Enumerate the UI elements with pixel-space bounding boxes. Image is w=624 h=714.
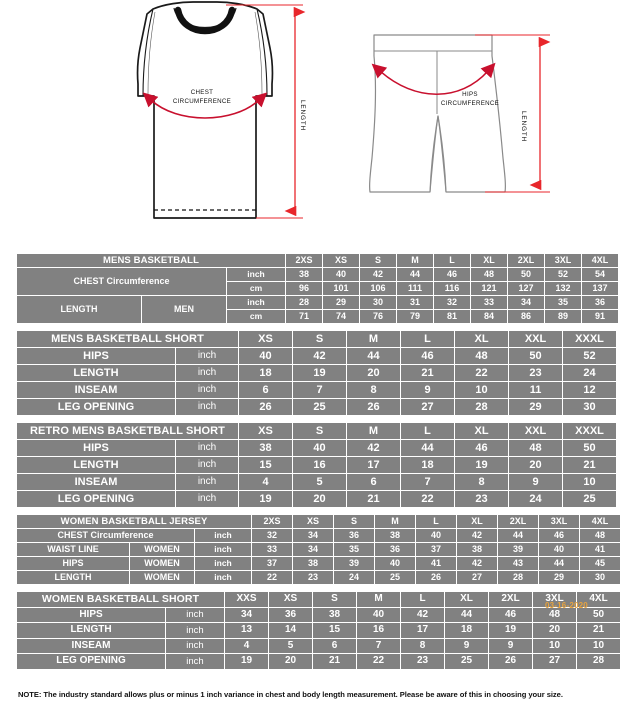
value-cell: 5 bbox=[293, 474, 346, 490]
size-header: M bbox=[357, 592, 400, 607]
value-cell: 23 bbox=[455, 491, 508, 507]
value-cell: 42 bbox=[457, 557, 497, 570]
value-cell: 23 bbox=[401, 654, 444, 669]
value-cell: 15 bbox=[239, 457, 292, 473]
value-cell: 137 bbox=[582, 282, 618, 295]
value-cell: 111 bbox=[397, 282, 433, 295]
value-cell: 52 bbox=[563, 348, 616, 364]
value-cell: 48 bbox=[580, 529, 620, 542]
value-cell: 15 bbox=[313, 623, 356, 638]
value-cell: 48 bbox=[455, 348, 508, 364]
value-cell: 28 bbox=[286, 296, 322, 309]
table-row bbox=[17, 543, 620, 556]
shorts-length-label: LENGTH bbox=[520, 111, 527, 143]
value-cell: 81 bbox=[434, 310, 470, 323]
value-cell: 44 bbox=[498, 529, 538, 542]
value-cell: 37 bbox=[252, 557, 292, 570]
value-cell: 13 bbox=[225, 623, 268, 638]
row-label: HIPS bbox=[17, 348, 175, 364]
value-cell: 38 bbox=[286, 268, 322, 281]
row-sublabel: WOMEN bbox=[130, 557, 194, 570]
value-cell: 9 bbox=[509, 474, 562, 490]
value-cell: 36 bbox=[375, 543, 415, 556]
value-cell: 74 bbox=[323, 310, 359, 323]
row-label: HIPS bbox=[17, 608, 165, 623]
value-cell: 6 bbox=[347, 474, 400, 490]
unit-cell: inch bbox=[227, 296, 285, 309]
value-cell: 91 bbox=[582, 310, 618, 323]
row-sublabel: WOMEN bbox=[130, 571, 194, 584]
unit-cell: inch bbox=[176, 365, 238, 381]
value-cell: 35 bbox=[545, 296, 581, 309]
size-header: 4XL bbox=[580, 515, 620, 528]
size-header: L bbox=[401, 423, 454, 439]
value-cell: 27 bbox=[457, 571, 497, 584]
value-cell: 84 bbox=[471, 310, 507, 323]
size-header: M bbox=[375, 515, 415, 528]
value-cell: 19 bbox=[225, 654, 268, 669]
value-cell: 29 bbox=[509, 399, 562, 415]
value-cell: 40 bbox=[323, 268, 359, 281]
value-cell: 29 bbox=[323, 296, 359, 309]
value-cell: 34 bbox=[508, 296, 544, 309]
size-header: XS bbox=[323, 254, 359, 267]
value-cell: 7 bbox=[357, 639, 400, 654]
value-cell: 18 bbox=[239, 365, 292, 381]
table-row bbox=[17, 571, 620, 584]
size-header: XL bbox=[471, 254, 507, 267]
size-header: 4XL bbox=[577, 592, 620, 607]
table-title: WOMEN BASKETBALL SHORT bbox=[17, 592, 224, 607]
value-cell: 21 bbox=[563, 457, 616, 473]
value-cell: 34 bbox=[225, 608, 268, 623]
table-mens-basketball-short bbox=[16, 330, 617, 416]
value-cell: 38 bbox=[457, 543, 497, 556]
value-cell: 6 bbox=[313, 639, 356, 654]
value-cell: 28 bbox=[498, 571, 538, 584]
table-row bbox=[17, 474, 616, 490]
value-cell: 20 bbox=[293, 491, 346, 507]
value-cell: 29 bbox=[539, 571, 579, 584]
unit-cell: inch bbox=[176, 491, 238, 507]
size-header: M bbox=[347, 331, 400, 347]
table-mens-basketball bbox=[16, 253, 619, 324]
size-chart-tables bbox=[16, 253, 610, 676]
unit-cell: inch bbox=[166, 623, 224, 638]
value-cell: 41 bbox=[416, 557, 456, 570]
unit-cell: inch bbox=[176, 348, 238, 364]
value-cell: 40 bbox=[539, 543, 579, 556]
value-cell: 42 bbox=[293, 348, 346, 364]
row-label: LENGTH bbox=[17, 365, 175, 381]
value-cell: 28 bbox=[455, 399, 508, 415]
value-cell: 46 bbox=[401, 348, 454, 364]
size-header: 2XS bbox=[252, 515, 292, 528]
table-women-basketball-short bbox=[16, 591, 621, 670]
table-row bbox=[17, 440, 616, 456]
value-cell: 44 bbox=[445, 608, 488, 623]
value-cell: 40 bbox=[239, 348, 292, 364]
value-cell: 24 bbox=[563, 365, 616, 381]
value-cell: 16 bbox=[357, 623, 400, 638]
table-row bbox=[17, 268, 618, 281]
size-header: XXL bbox=[509, 331, 562, 347]
row-label: LEG OPENING bbox=[17, 654, 165, 669]
size-header: XS bbox=[269, 592, 312, 607]
unit-cell: inch bbox=[176, 474, 238, 490]
value-cell: 4 bbox=[225, 639, 268, 654]
value-cell: 42 bbox=[401, 608, 444, 623]
value-cell: 34 bbox=[293, 529, 333, 542]
value-cell: 79 bbox=[397, 310, 433, 323]
value-cell: 9 bbox=[445, 639, 488, 654]
value-cell: 40 bbox=[375, 557, 415, 570]
table-row bbox=[17, 529, 620, 542]
value-cell: 25 bbox=[293, 399, 346, 415]
value-cell: 36 bbox=[269, 608, 312, 623]
value-cell: 28 bbox=[577, 654, 620, 669]
table-title: RETRO MENS BASKETBALL SHORT bbox=[17, 423, 238, 439]
shorts-illustration bbox=[360, 18, 610, 233]
value-cell: 22 bbox=[455, 365, 508, 381]
table-header-row bbox=[17, 592, 620, 607]
row-label: INSEAM bbox=[17, 382, 175, 398]
size-header: L bbox=[416, 515, 456, 528]
value-cell: 54 bbox=[582, 268, 618, 281]
value-cell: 33 bbox=[471, 296, 507, 309]
size-header: XS bbox=[293, 515, 333, 528]
value-cell: 21 bbox=[401, 365, 454, 381]
value-cell: 18 bbox=[445, 623, 488, 638]
row-label: LENGTH bbox=[17, 457, 175, 473]
size-header: 3XL bbox=[545, 254, 581, 267]
value-cell: 7 bbox=[293, 382, 346, 398]
value-cell: 41 bbox=[580, 543, 620, 556]
value-cell: 22 bbox=[252, 571, 292, 584]
value-cell: 37 bbox=[416, 543, 456, 556]
row-sublabel: WOMEN bbox=[130, 543, 194, 556]
value-cell: 30 bbox=[580, 571, 620, 584]
table-row bbox=[17, 639, 620, 654]
shorts-diagram bbox=[360, 18, 610, 233]
size-header: XXS bbox=[225, 592, 268, 607]
row-label: LENGTH bbox=[17, 623, 165, 638]
value-cell: 34 bbox=[293, 543, 333, 556]
size-header: 3XL bbox=[539, 515, 579, 528]
value-cell: 46 bbox=[455, 440, 508, 456]
value-cell: 17 bbox=[401, 623, 444, 638]
value-cell: 36 bbox=[582, 296, 618, 309]
value-cell: 39 bbox=[498, 543, 538, 556]
unit-cell: inch bbox=[166, 654, 224, 669]
value-cell: 18 bbox=[401, 457, 454, 473]
value-cell: 8 bbox=[347, 382, 400, 398]
table-row bbox=[17, 382, 616, 398]
size-header: L bbox=[401, 592, 444, 607]
value-cell: 44 bbox=[347, 348, 400, 364]
unit-cell: cm bbox=[227, 282, 285, 295]
hips-circumference-label bbox=[415, 90, 525, 108]
size-header: S bbox=[360, 254, 396, 267]
unit-cell: inch bbox=[195, 557, 251, 570]
unit-cell: inch bbox=[195, 543, 251, 556]
size-header: 4XL bbox=[582, 254, 618, 267]
size-header: 2XL bbox=[498, 515, 538, 528]
value-cell: 71 bbox=[286, 310, 322, 323]
row-label: HIPS bbox=[17, 440, 175, 456]
value-cell: 86 bbox=[508, 310, 544, 323]
size-header: S bbox=[313, 592, 356, 607]
size-header: XS bbox=[239, 423, 292, 439]
row-label: LENGTH bbox=[17, 571, 129, 584]
value-cell: 33 bbox=[252, 543, 292, 556]
table-title: WOMEN BASKETBALL JERSEY bbox=[17, 515, 251, 528]
value-cell: 9 bbox=[401, 382, 454, 398]
jersey-length-label: LENGTH bbox=[299, 100, 306, 132]
row-label: LEG OPENING bbox=[17, 399, 175, 415]
value-cell: 40 bbox=[357, 608, 400, 623]
value-cell: 11 bbox=[509, 382, 562, 398]
size-header: S bbox=[334, 515, 374, 528]
value-cell: 8 bbox=[401, 639, 444, 654]
size-header: XXXL bbox=[563, 331, 616, 347]
size-header: 2XL bbox=[508, 254, 544, 267]
value-cell: 46 bbox=[434, 268, 470, 281]
value-cell: 38 bbox=[313, 608, 356, 623]
value-cell: 32 bbox=[434, 296, 470, 309]
value-cell: 101 bbox=[323, 282, 359, 295]
value-cell: 19 bbox=[489, 623, 532, 638]
value-cell: 25 bbox=[563, 491, 616, 507]
size-header: 3XL bbox=[533, 592, 576, 607]
unit-cell: cm bbox=[227, 310, 285, 323]
value-cell: 10 bbox=[533, 639, 576, 654]
table-row bbox=[17, 348, 616, 364]
size-header: L bbox=[401, 331, 454, 347]
value-cell: 8 bbox=[455, 474, 508, 490]
value-cell: 48 bbox=[509, 440, 562, 456]
value-cell: 25 bbox=[445, 654, 488, 669]
value-cell: 10 bbox=[577, 639, 620, 654]
value-cell: 38 bbox=[375, 529, 415, 542]
value-cell: 106 bbox=[360, 282, 396, 295]
size-header: M bbox=[347, 423, 400, 439]
table-header-row bbox=[17, 423, 616, 439]
value-cell: 16 bbox=[293, 457, 346, 473]
value-cell: 12 bbox=[563, 382, 616, 398]
table-row bbox=[17, 457, 616, 473]
value-cell: 48 bbox=[533, 608, 576, 623]
value-cell: 45 bbox=[580, 557, 620, 570]
value-cell: 42 bbox=[457, 529, 497, 542]
value-cell: 22 bbox=[357, 654, 400, 669]
value-cell: 30 bbox=[360, 296, 396, 309]
value-cell: 50 bbox=[509, 348, 562, 364]
value-cell: 22 bbox=[401, 491, 454, 507]
table-retro-mens-basketball-short bbox=[16, 422, 617, 508]
value-cell: 35 bbox=[334, 543, 374, 556]
value-cell: 50 bbox=[508, 268, 544, 281]
size-header: 2XL bbox=[489, 592, 532, 607]
size-header: M bbox=[397, 254, 433, 267]
row-label: HIPS bbox=[17, 557, 129, 570]
size-header: XXL bbox=[509, 423, 562, 439]
value-cell: 40 bbox=[293, 440, 346, 456]
row-label: LENGTH bbox=[17, 296, 141, 323]
value-cell: 23 bbox=[509, 365, 562, 381]
value-cell: 26 bbox=[489, 654, 532, 669]
size-header: XL bbox=[455, 423, 508, 439]
size-header: XL bbox=[455, 331, 508, 347]
value-cell: 46 bbox=[539, 529, 579, 542]
unit-cell: inch bbox=[195, 529, 251, 542]
table-header-row bbox=[17, 254, 618, 267]
garment-diagrams bbox=[0, 0, 624, 250]
hips-label-line2: CIRCUMFERENCE bbox=[440, 100, 500, 107]
table-row bbox=[17, 399, 616, 415]
value-cell: 19 bbox=[239, 491, 292, 507]
value-cell: 26 bbox=[416, 571, 456, 584]
value-cell: 121 bbox=[471, 282, 507, 295]
value-cell: 44 bbox=[401, 440, 454, 456]
row-label: INSEAM bbox=[17, 639, 165, 654]
value-cell: 21 bbox=[313, 654, 356, 669]
size-header: L bbox=[434, 254, 470, 267]
value-cell: 19 bbox=[293, 365, 346, 381]
value-cell: 20 bbox=[347, 365, 400, 381]
value-cell: 116 bbox=[434, 282, 470, 295]
size-header: 2XS bbox=[286, 254, 322, 267]
table-title: MENS BASKETBALL bbox=[17, 254, 285, 267]
disclaimer-note: NOTE: The industry standard allows plus or minus 1 inch variance in chest and body length measurement. Please be aware of this in choosing your size. bbox=[18, 690, 563, 699]
value-cell: 44 bbox=[539, 557, 579, 570]
value-cell: 89 bbox=[545, 310, 581, 323]
value-cell: 27 bbox=[533, 654, 576, 669]
table-header-row bbox=[17, 515, 620, 528]
value-cell: 52 bbox=[545, 268, 581, 281]
value-cell: 50 bbox=[563, 440, 616, 456]
value-cell: 17 bbox=[347, 457, 400, 473]
value-cell: 20 bbox=[509, 457, 562, 473]
value-cell: 9 bbox=[489, 639, 532, 654]
value-cell: 24 bbox=[334, 571, 374, 584]
value-cell: 20 bbox=[269, 654, 312, 669]
value-cell: 96 bbox=[286, 282, 322, 295]
value-cell: 42 bbox=[347, 440, 400, 456]
value-cell: 76 bbox=[360, 310, 396, 323]
table-row bbox=[17, 491, 616, 507]
value-cell: 39 bbox=[334, 557, 374, 570]
table-title: MENS BASKETBALL SHORT bbox=[17, 331, 238, 347]
value-cell: 30 bbox=[563, 399, 616, 415]
value-cell: 21 bbox=[347, 491, 400, 507]
unit-cell: inch bbox=[176, 457, 238, 473]
table-row bbox=[17, 365, 616, 381]
size-header: S bbox=[293, 423, 346, 439]
size-header: S bbox=[293, 331, 346, 347]
jersey-diagram bbox=[95, 0, 315, 248]
value-cell: 48 bbox=[471, 268, 507, 281]
value-cell: 23 bbox=[293, 571, 333, 584]
value-cell: 50 bbox=[577, 608, 620, 623]
row-sublabel: MEN bbox=[142, 296, 226, 323]
chest-label-line2: CIRCUMFERENCE bbox=[172, 98, 232, 105]
value-cell: 4 bbox=[239, 474, 292, 490]
value-cell: 36 bbox=[334, 529, 374, 542]
value-cell: 19 bbox=[455, 457, 508, 473]
value-cell: 7 bbox=[401, 474, 454, 490]
unit-cell: inch bbox=[176, 382, 238, 398]
table-row bbox=[17, 296, 618, 309]
table-header-row bbox=[17, 331, 616, 347]
unit-cell: inch bbox=[166, 608, 224, 623]
value-cell: 21 bbox=[577, 623, 620, 638]
unit-cell: inch bbox=[227, 268, 285, 281]
row-label: CHEST Circumference bbox=[17, 529, 194, 542]
value-cell: 32 bbox=[252, 529, 292, 542]
unit-cell: inch bbox=[166, 639, 224, 654]
table-row bbox=[17, 654, 620, 669]
value-cell: 127 bbox=[508, 282, 544, 295]
size-header: XL bbox=[445, 592, 488, 607]
value-cell: 26 bbox=[239, 399, 292, 415]
value-cell: 25 bbox=[375, 571, 415, 584]
size-header: XL bbox=[457, 515, 497, 528]
value-cell: 6 bbox=[239, 382, 292, 398]
value-cell: 26 bbox=[347, 399, 400, 415]
date-watermark: 03-16-2020 bbox=[545, 601, 588, 610]
chest-label-line1: CHEST bbox=[190, 89, 214, 96]
size-header: XXXL bbox=[563, 423, 616, 439]
table-row bbox=[17, 608, 620, 623]
jersey-illustration bbox=[95, 0, 315, 248]
unit-cell: inch bbox=[195, 571, 251, 584]
value-cell: 43 bbox=[498, 557, 538, 570]
value-cell: 27 bbox=[401, 399, 454, 415]
value-cell: 24 bbox=[509, 491, 562, 507]
row-label: CHEST Circumference bbox=[17, 268, 226, 295]
row-label: LEG OPENING bbox=[17, 491, 175, 507]
row-label: WAIST LINE bbox=[17, 543, 129, 556]
unit-cell: inch bbox=[176, 440, 238, 456]
value-cell: 31 bbox=[397, 296, 433, 309]
chest-circumference-label bbox=[147, 88, 257, 106]
table-row bbox=[17, 623, 620, 638]
row-label: INSEAM bbox=[17, 474, 175, 490]
value-cell: 10 bbox=[455, 382, 508, 398]
value-cell: 38 bbox=[239, 440, 292, 456]
table-row bbox=[17, 557, 620, 570]
value-cell: 14 bbox=[269, 623, 312, 638]
value-cell: 40 bbox=[416, 529, 456, 542]
value-cell: 10 bbox=[563, 474, 616, 490]
value-cell: 38 bbox=[293, 557, 333, 570]
value-cell: 20 bbox=[533, 623, 576, 638]
value-cell: 46 bbox=[489, 608, 532, 623]
value-cell: 5 bbox=[269, 639, 312, 654]
hips-label-line1: HIPS bbox=[462, 91, 478, 98]
unit-cell: inch bbox=[176, 399, 238, 415]
value-cell: 132 bbox=[545, 282, 581, 295]
table-women-basketball-jersey bbox=[16, 514, 621, 585]
size-header: XS bbox=[239, 331, 292, 347]
value-cell: 44 bbox=[397, 268, 433, 281]
value-cell: 42 bbox=[360, 268, 396, 281]
